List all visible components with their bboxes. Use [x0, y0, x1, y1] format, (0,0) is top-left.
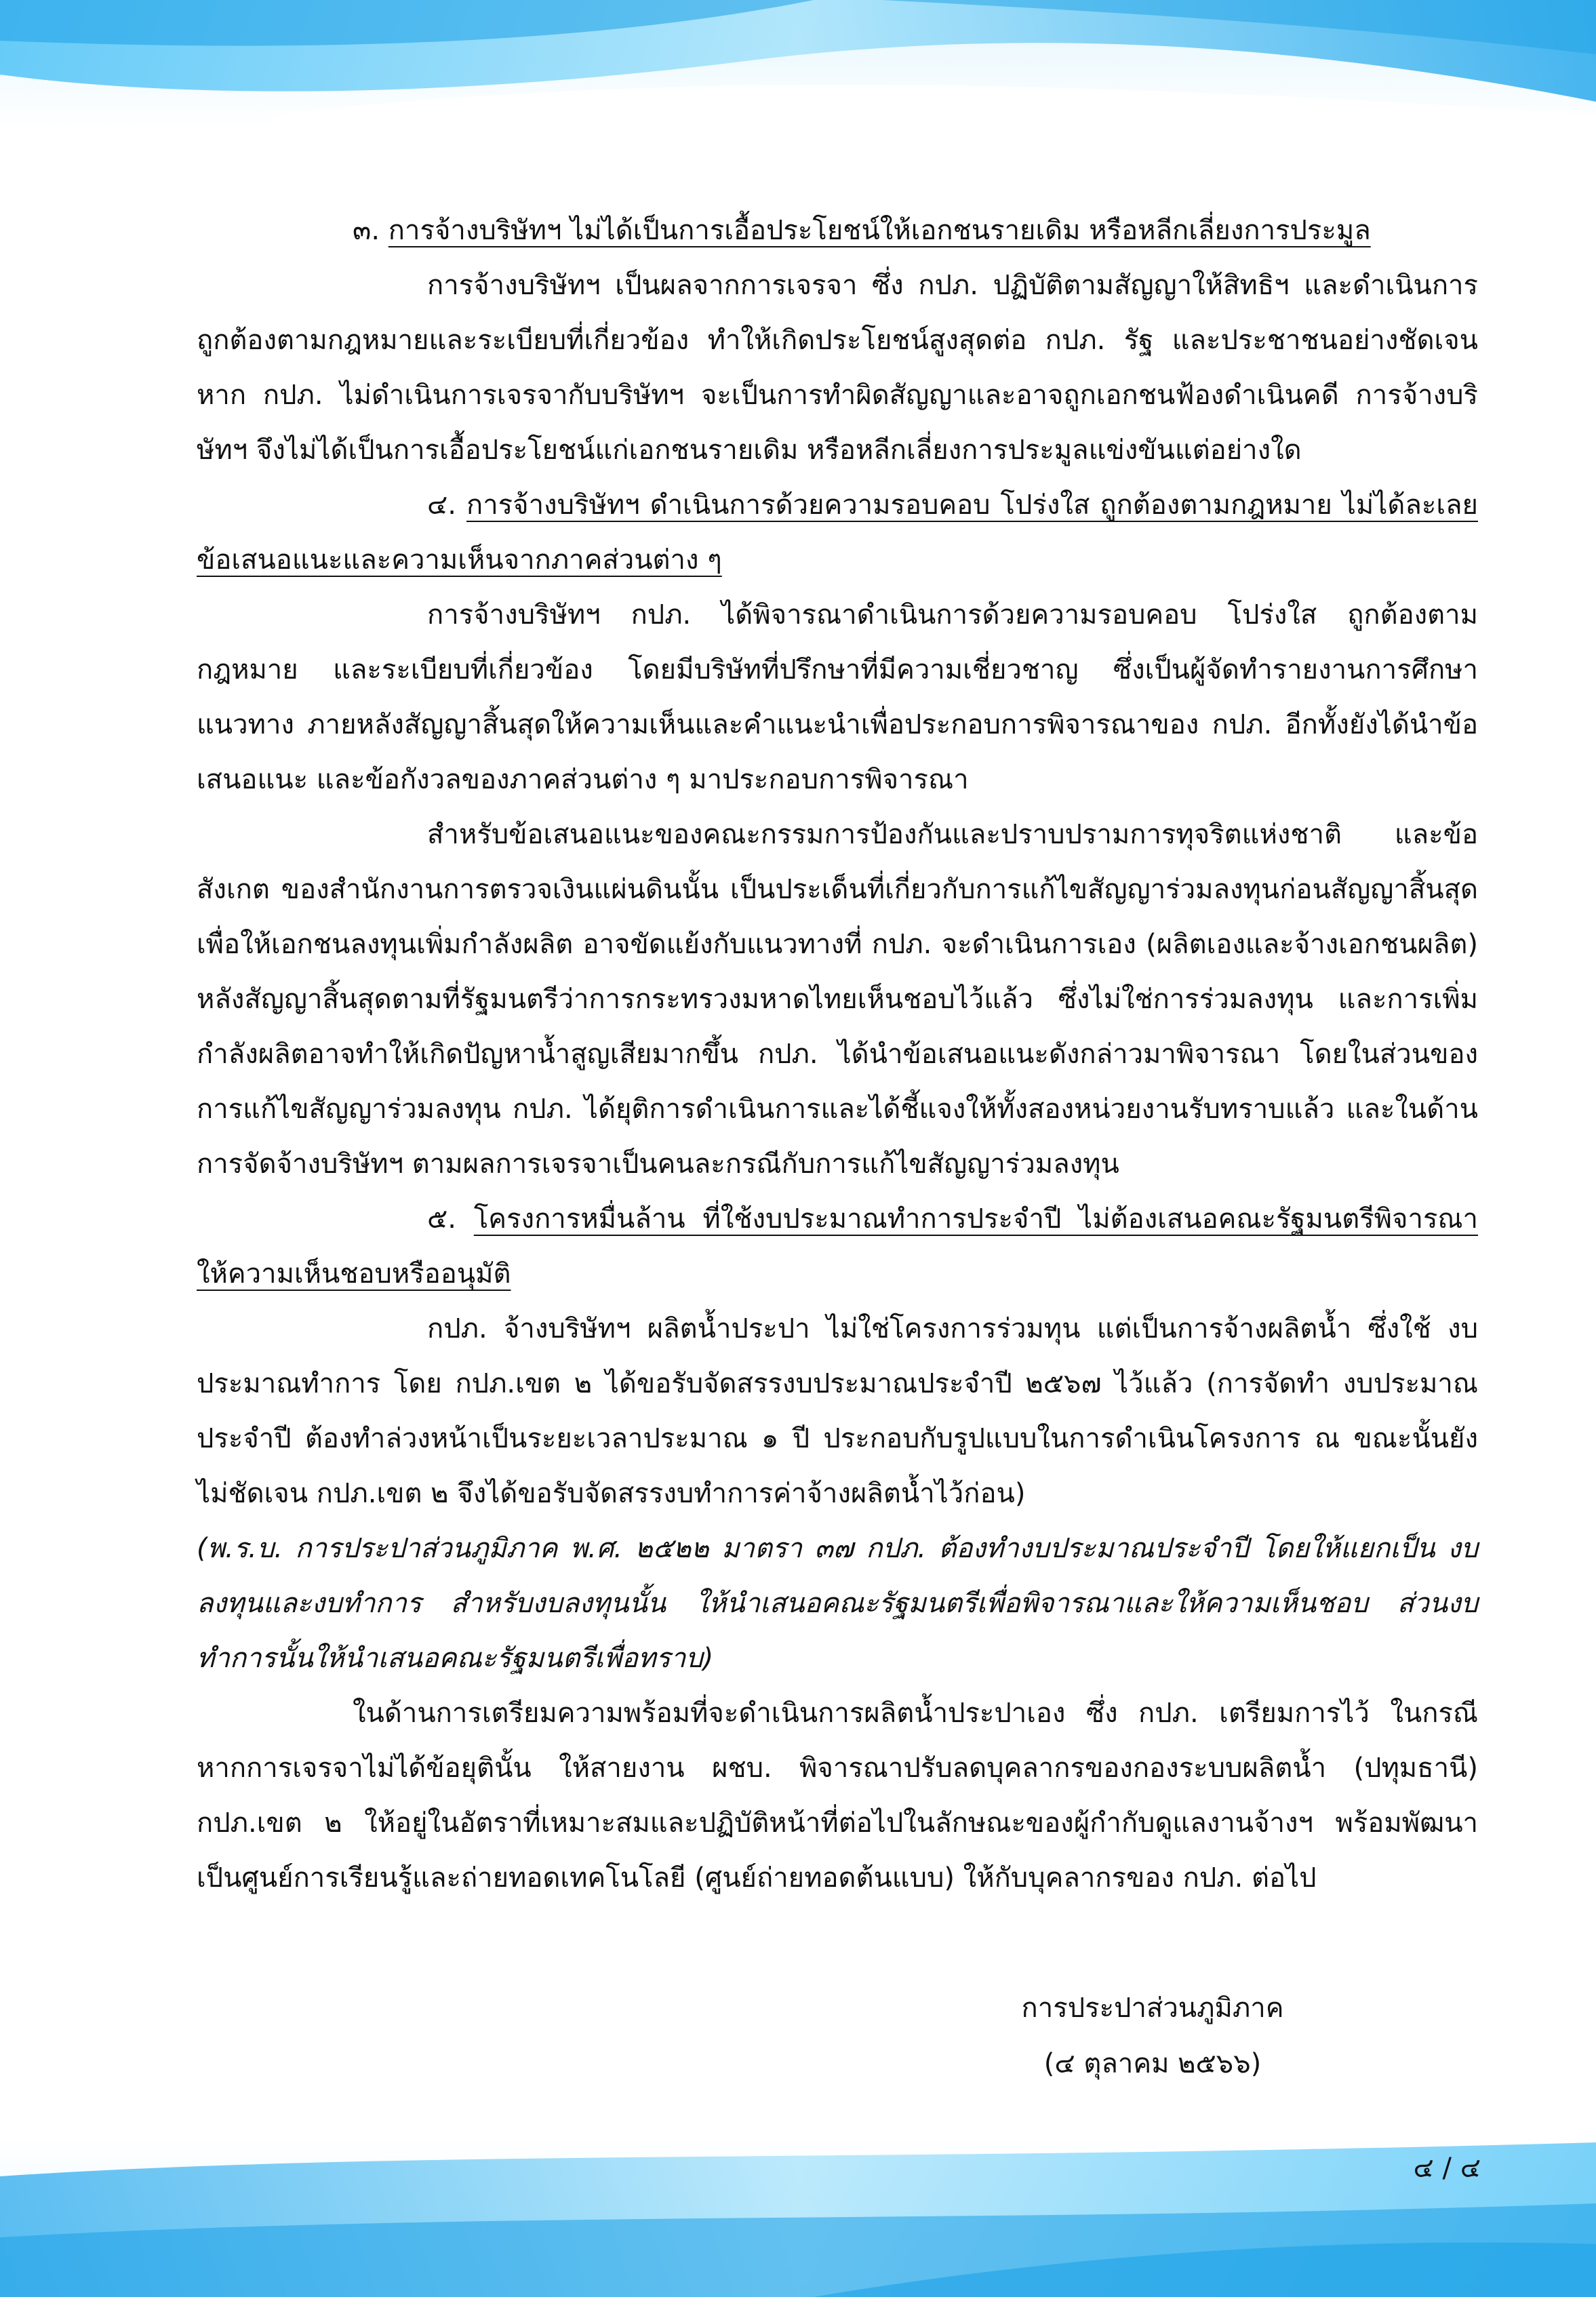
section-3-title: การจ้างบริษัทฯ ไม่ได้เป็นการเอื้อประโยชน์ให้เอกชนรายเดิม หรือหลีกเลี่ยงการประมูล	[388, 215, 1371, 246]
bottom-decorative-banner	[0, 2136, 1596, 2297]
signature-organization: การประปาส่วนภูมิภาค	[1021, 1993, 1284, 2024]
section-5-heading	[197, 1192, 1478, 1302]
section-4-heading	[197, 478, 1478, 588]
section-5-paragraph: กปภ. จ้างบริษัทฯ ผลิตน้ำประปา ไม่ใช่โครงการร่วมทุน แต่เป็นการจ้างผลิตน้ำ ซึ่งใช้ งบประมาณทำการ โดย กปภ.เขต ๒ ได้ขอรับจัดสรรงบประมาณประจำปี ๒๕๖๗ ไว้แล้ว (การจัดทำ งบประมาณประจำปี ต้องทำล่วงหน้าเป็นระยะเวลาประมาณ ๑ ปี ประกอบกับรูปแบบในการดำเนินโครงการ ณ ขณะนั้นยังไม่ชัดเจน กปภ.เขต ๒ จึงได้ขอรับจัดสรรงบทำการค่าจ้างผลิตน้ำไว้ก่อน)	[197, 1313, 1478, 1509]
section-5-number: ๕.	[427, 1203, 456, 1235]
section-3-paragraph: การจ้างบริษัทฯ เป็นผลจากการเจรจา ซึ่ง กปภ. ปฏิบัติตามสัญญาให้สิทธิฯ และดำเนินการถูกต้องตามกฎหมายและระเบียบที่เกี่ยวข้อง ทำให้เกิดประโยชน์สูงสุดต่อ กปภ. รัฐ และประชาชนอย่างชัดเจน หาก กปภ. ไม่ดำเนินการเจรจากับบริษัทฯ จะเป็นการทำผิดสัญญาและอาจถูกเอกชนฟ้องดำเนินคดี การจ้างบริษัทฯ จึงไม่ได้เป็นการเอื้อประโยชน์แก่เอกชนรายเดิม หรือหลีกเลี่ยงการประมูลแข่งขันแต่อย่างใด	[197, 270, 1478, 466]
section-4-number: ๔.	[427, 490, 456, 521]
top-wave-graphic	[0, 0, 1596, 129]
section-4-paragraph-1: การจ้างบริษัทฯ กปภ. ได้พิจารณาดำเนินการด้วยความรอบคอบ โปร่งใส ถูกต้องตามกฎหมาย และระเบียบที่เกี่ยวข้อง โดยมีบริษัทที่ปรึกษาที่มีความเชี่ยวชาญ ซึ่งเป็นผู้จัดทำรายงานการศึกษาแนวทาง ภายหลังสัญญาสิ้นสุดให้ความเห็นและคำแนะนำเพื่อประกอบการพิจารณาของ กปภ. อีกทั้งยังได้นำข้อเสนอแนะ และข้อกังวลของภาคส่วนต่าง ๆ มาประกอบการพิจารณา	[197, 599, 1478, 795]
document-body	[197, 203, 1478, 1906]
bottom-wave-graphic	[0, 2136, 1596, 2297]
section-4-title: การจ้างบริษัทฯ ดำเนินการด้วยความรอบคอบ โปร่งใส ถูกต้องตามกฎหมาย ไม่ได้ละเลยข้อเสนอแนะและความเห็นจากภาคส่วนต่าง ๆ	[197, 490, 1478, 576]
page-number: ๔ / ๔	[1413, 2153, 1481, 2184]
section-4-paragraph-2: สำหรับข้อเสนอแนะของคณะกรรมการป้องกันและปราบปรามการทุจริตแห่งชาติ และข้อสังเกต ของสำนักงานการตรวจเงินแผ่นดินนั้น เป็นประเด็นที่เกี่ยวกับการแก้ไขสัญญาร่วมลงทุนก่อนสัญญาสิ้นสุด เพื่อให้เอกชนลงทุนเพิ่มกำลังผลิต อาจขัดแย้งกับแนวทางที่ กปภ. จะดำเนินการเอง (ผลิตเองและจ้างเอกชนผลิต) หลังสัญญาสิ้นสุดตามที่รัฐมนตรีว่าการกระทรวงมหาดไทยเห็นชอบไว้แล้ว ซึ่งไม่ใช่การร่วมลงทุน และการเพิ่ม กำลังผลิตอาจทำให้เกิดปัญหาน้ำสูญเสียมากขึ้น กปภ. ได้นำข้อเสนอแนะดังกล่าวมาพิจารณา โดยในส่วนของ การแก้ไขสัญญาร่วมลงทุน กปภ. ได้ยุติการดำเนินการและได้ชี้แจงให้ทั้งสองหน่วยงานรับทราบแล้ว และในด้าน การจัดจ้างบริษัทฯ ตามผลการเจรจาเป็นคนละกรณีกับการแก้ไขสัญญาร่วมลงทุน	[197, 819, 1478, 1180]
section-5-closing-paragraph: ในด้านการเตรียมความพร้อมที่จะดำเนินการผลิตน้ำประปาเอง ซึ่ง กปภ. เตรียมการไว้ ในกรณีหากการเจรจาไม่ได้ข้อยุตินั้น ให้สายงาน ผชบ. พิจารณาปรับลดบุคลากรของกองระบบผลิตน้ำ (ปทุมธานี) กปภ.เขต ๒ ให้อยู่ในอัตราที่เหมาะสมและปฏิบัติหน้าที่ต่อไปในลักษณะของผู้กำกับดูแลงานจ้างฯ พร้อมพัฒนา เป็นศูนย์การเรียนรู้และถ่ายทอดเทคโนโลยี (ศูนย์ถ่ายทอดต้นแบบ) ให้กับบุคลากรของ กปภ. ต่อไป	[197, 1698, 1478, 1894]
top-decorative-banner	[0, 0, 1596, 129]
section-3-heading	[197, 203, 1478, 258]
section-3-number: ๓.	[353, 215, 380, 246]
section-5-legal-note: (พ.ร.บ. การประปาส่วนภูมิภาค พ.ศ. ๒๕๒๒ มาตรา ๓๗ กปภ. ต้องทำงบประมาณประจำปี โดยให้แยกเป็น งบลงทุนและงบทำการ สำหรับงบลงทุนนั้น ให้นำเสนอคณะรัฐมนตรีเพื่อพิจารณาและให้ความเห็นชอบ ส่วนงบทำการนั้นให้นำเสนอคณะรัฐมนตรีเพื่อทราบ)	[197, 1533, 1478, 1674]
signature-date: (๔ ตุลาคม ๒๕๖๖)	[1043, 2048, 1262, 2079]
section-5-title: โครงการหมื่นล้าน ที่ใช้งบประมาณทำการประจำปี ไม่ต้องเสนอคณะรัฐมนตรีพิจารณาให้ความเห็นชอบหรืออนุมัติ	[197, 1203, 1478, 1290]
